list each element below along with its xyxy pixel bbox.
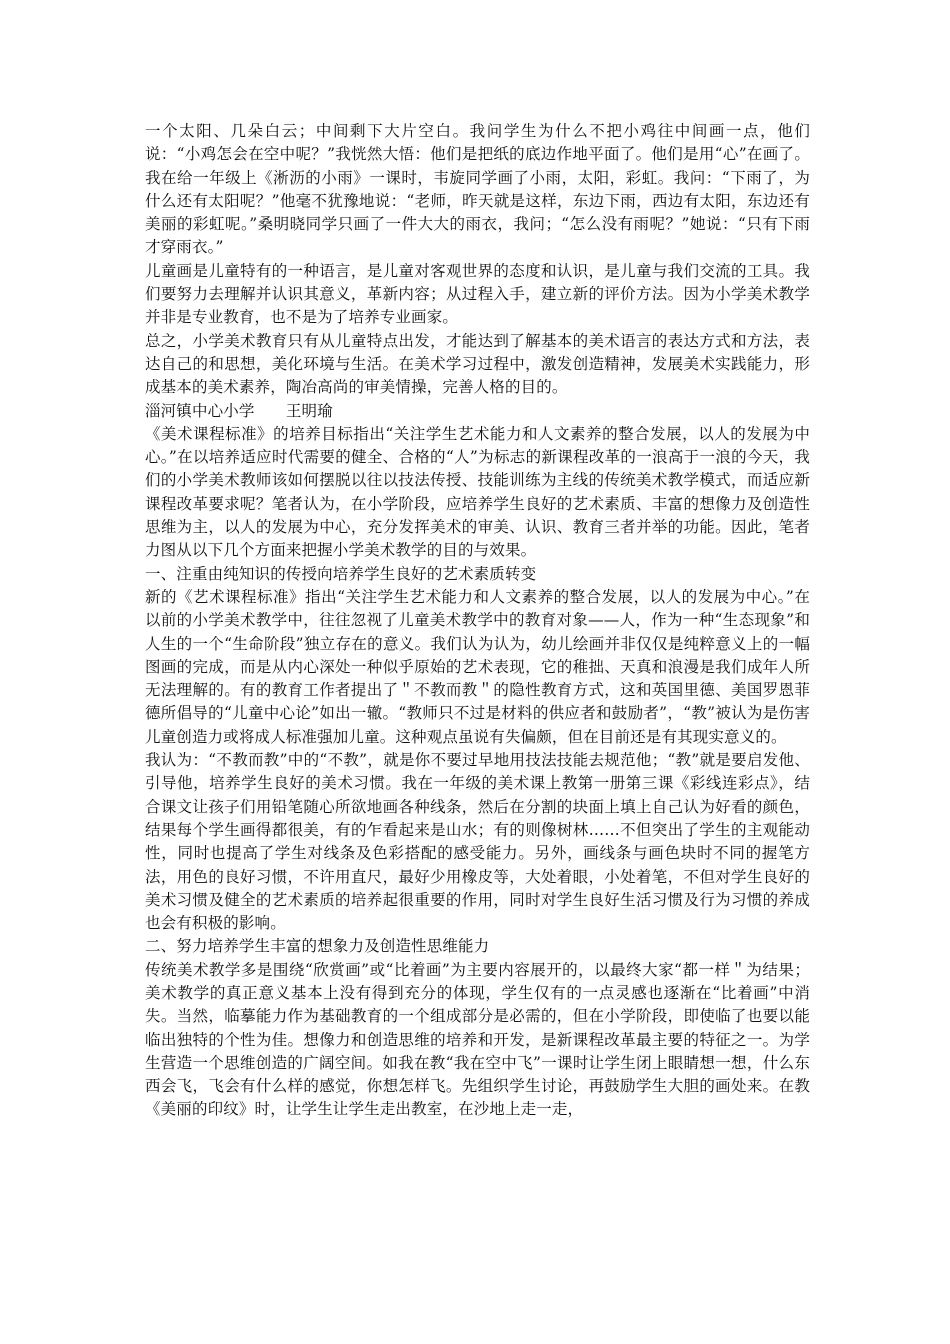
paragraph-art-standard: 新的《艺术课程标准》指出“关注学生艺术能力和人文素养的整合发展，以人的发展为中心。”在以前的小学美术教学中，往往忽视了儿童美术教学中的教育对象——人，作为一种“生态现象”和人生的一个“生命阶段”独立存在的意义。我们认为认为，幼儿绘画并非仅仅是纯粹意义上的一幅图画的完成，而是从内心深处一种似乎原始的艺术表现，它的稚拙、天真和浪漫是我们成年人所无法理解的。有的教育工作者提出了＂不教而教＂的隐性教育方式，这和英国里德、美国罗恩菲德所倡导的“儿童中心论”如出一辙。“教师只不过是材料的供应者和鼓励者”，“教”被认为是伤害儿童创造力或将成人标准强加儿童。这种观点虽说有失偏颇，但在目前还是有其现实意义的。 — [145, 587, 810, 746]
paragraph-conclusion: 总之，小学美术教育只有从儿童特点出发，才能达到了解基本的美术语言的表达方式和方法，表达自己的和思想，美化环境与生活。在美术学习过程中，激发创造精神，发展美术实践能力，形成基本的美术素养，陶冶高尚的审美情操，完善人格的目的。 — [145, 331, 810, 397]
section-heading-1: 一、注重由纯知识的传授向培养学生良好的艺术素质转变 — [145, 564, 537, 583]
paragraph-curriculum-standard: 《美术课程标准》的培养目标指出“关注学生艺术能力和人文素养的整合发展，以人的发展为中心。”在以培养适应时代需要的健全、合格的“人”为标志的新课程改革的一浪高于一浪的今天，我们的小学美术教师该如何摆脱以往以技法传授、技能训练为主线的传统美术教学模式，而适应新课程改革要求呢？笔者认为，在小学阶段，应培养学生良好的艺术素质、丰富的想像力及创造性思维为主，以人的发展为中心，充分发挥美术的审美、认识、教育三者并举的功能。因此，笔者力图从以下几个方面来把握小学美术教学的目的与效果。 — [145, 424, 810, 560]
document-page — [145, 120, 810, 1122]
paragraph-traditional-teaching: 传统美术教学多是围绕“欣赏画”或“比着画”为主要内容展开的，以最终大家“都一样＂为结果；美术教学的真正意义基本上没有得到充分的体现，学生仅有的一点灵感也逐渐在“比着画”中消失。当然，临摹能力作为基础教育的一个组成部分是必需的，但在小学阶段，即使临了也要以能临出独特的个性为佳。想像力和创造思维的培养和开发，是新课程改革最主要的特征之一。为学生营造一个思维创造的广阔空间。如我在教“我在空中飞”一课时让学生闭上眼睛想一想，什么东西会飞，飞会有什么样的感觉，你想怎样飞。先组织学生讨论，再鼓励学生大胆的画处来。在教《美丽的印纹》时，让学生让学生走出教室，在沙地上走一走， — [145, 960, 810, 1119]
author-line: 淄河镇中心小学 王明瑜 — [145, 401, 333, 420]
section-heading-2: 二、努力培养学生丰富的想象力及创造性思维能力 — [145, 937, 490, 956]
paragraph-children-drawing-language: 儿童画是儿童特有的一种语言，是儿童对客观世界的态度和认识，是儿童与我们交流的工具。我们要努力去理解并认识其意义，革新内容；从过程入手，建立新的评价方法。因为小学美术教学并非是专业教育，也不是为了培养专业画家。 — [145, 261, 810, 327]
paragraph-teaching-opinion: 我认为：“不教而教”中的“不教”，就是你不要过早地用技法技能去规范他；“教”就是要启发他、引导他，培养学生良好的美术习惯。我在一年级的美术课上教第一册第三课《彩线连彩点》，结合课文让孩子们用铅笔随心所欲地画各种线条，然后在分割的块面上填上自己认为好看的颜色，结果每个学生画得都很美，有的乍看起来是山水；有的则像树林……不但突出了学生的主观能动性，同时也提高了学生对线条及色彩搭配的感受能力。另外，画线条与画色块时不同的握笔方法，用色的良好习惯，不许用直尺，最好少用橡皮等，大处着眼，小处着笔，不但对学生良好的美术习惯及健全的艺术素质的培养起很重要的作用，同时对学生良好生活习惯及行为习惯的养成也会有积极的影响。 — [145, 751, 810, 933]
paragraph-children-drawing-examples: 一个太阳、几朵白云；中间剩下大片空白。我问学生为什么不把小鸡往中间画一点，他们说：“小鸡怎会在空中呢？”我恍然大悟：他们是把纸的底边作地平面了。他们是用“心”在画了。我在给一年级上《淅沥的小雨》一课时，韦旋同学画了小雨，太阳，彩虹。我问：“下雨了，为什么还有太阳呢？”他毫不犹豫地说：“老师，昨天就是这样，东边下雨，西边有太阳，东边还有美丽的彩虹呢。”桑明晓同学只画了一件大大的雨衣，我问；“怎么没有雨呢？”她说：“只有下雨才穿雨衣。” — [145, 122, 810, 257]
